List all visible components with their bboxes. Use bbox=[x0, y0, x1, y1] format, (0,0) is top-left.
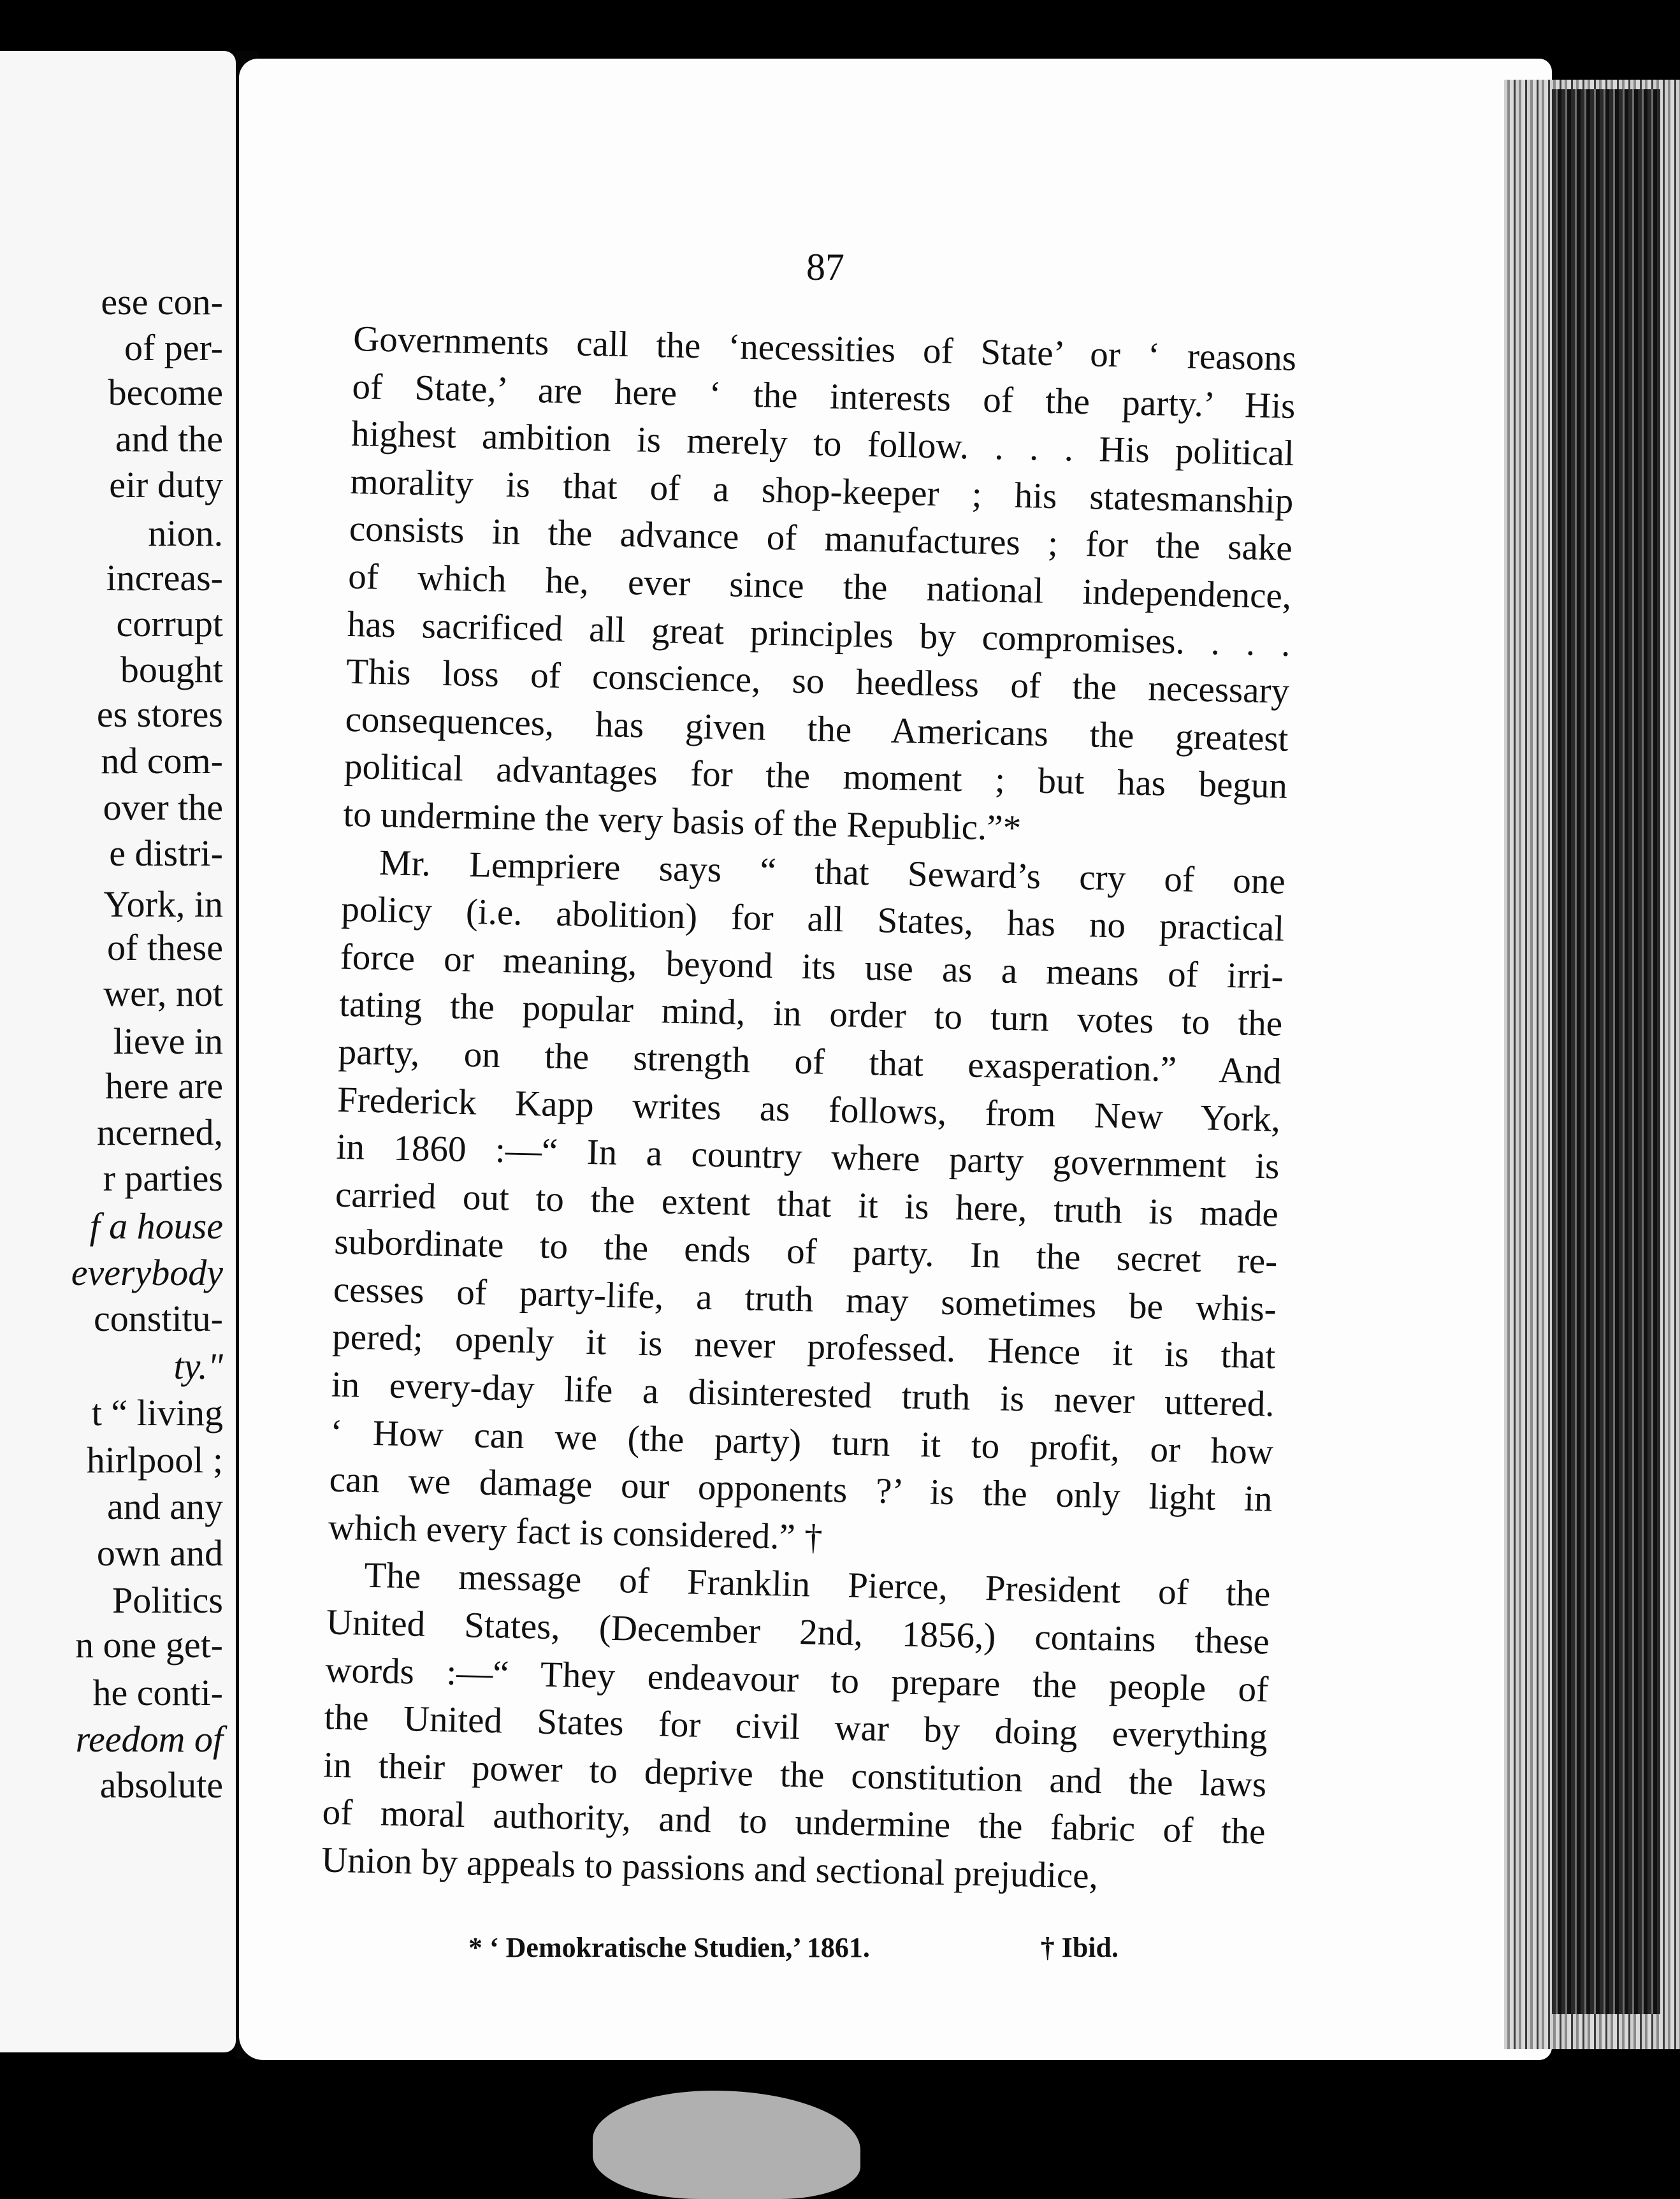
body-line: of State,’ are here ‘ the interests of the party.’ His bbox=[352, 366, 1296, 426]
body-line: consists in the advance of manufactures ; for the sake bbox=[349, 509, 1293, 569]
body-line: of which he, ever since the national independence, bbox=[347, 556, 1292, 616]
body-line: Governments call the ‘necessities of State’ or ‘ reasons bbox=[352, 318, 1297, 379]
left-page-fragment: nd com- bbox=[101, 740, 223, 781]
body-line: The message of Franklin Pierce, President of the bbox=[363, 1555, 1271, 1615]
book-cover-edge bbox=[1552, 89, 1660, 2014]
page-number: 87 bbox=[806, 246, 844, 288]
left-page-fragment: ese con- bbox=[101, 281, 223, 323]
body-line: This loss of conscience, so heedless of the necessary bbox=[345, 651, 1290, 712]
left-page-fragment: York, in bbox=[103, 883, 223, 925]
left-page-fragment: become bbox=[108, 372, 223, 413]
left-page-fragment: t “ living bbox=[91, 1392, 223, 1433]
left-page-fragment: and the bbox=[115, 418, 223, 460]
body-line: United States, (December 2nd, 1856,) contains these bbox=[326, 1602, 1270, 1662]
left-page bbox=[0, 51, 236, 2052]
footnote-demokratische-studien: * ‘ Demokratische Studien,’ 1861. bbox=[468, 1932, 870, 1963]
left-page-fragment: everybody bbox=[71, 1252, 223, 1293]
left-page-fragment: lieve in bbox=[113, 1020, 223, 1062]
body-line: has sacrificed all great principles by compromises. . . . bbox=[347, 604, 1291, 664]
footnotes bbox=[468, 1931, 1119, 1964]
left-page-fragment: r parties bbox=[103, 1158, 223, 1199]
left-page-fragment: of these bbox=[107, 927, 223, 968]
left-page-fragment: n one get- bbox=[75, 1624, 223, 1666]
left-page-fragment: Politics bbox=[112, 1579, 223, 1621]
left-page-fragment: increas- bbox=[106, 557, 223, 599]
body-line: tating the popular mind, in order to turn votes to the bbox=[338, 984, 1283, 1045]
body-line: in their power to deprive the constitution and the laws bbox=[322, 1745, 1267, 1805]
body-line: in every-day life a disinterested truth is never uttered. bbox=[331, 1364, 1275, 1425]
left-page-fragment: wer, not bbox=[103, 973, 223, 1014]
left-page-fragment: constitu- bbox=[94, 1298, 223, 1339]
body-line: which every fact is considered.” † bbox=[328, 1507, 823, 1558]
body-line: policy (i.e. abolition) for all States, has no practical bbox=[340, 889, 1285, 949]
body-line: in 1860 :—“ In a country where party government is bbox=[336, 1126, 1280, 1187]
body-line: morality is that of a shop-keeper ; his statesmanship bbox=[349, 461, 1294, 521]
left-page-fragment: bought bbox=[120, 649, 223, 690]
body-line: cesses of party-life, a truth may sometimes be whis- bbox=[333, 1269, 1277, 1330]
body-line: force or meaning, beyond its use as a means of irri- bbox=[340, 936, 1284, 997]
body-line: party, on the strength of that exasperation.” And bbox=[338, 1031, 1282, 1092]
body-line: to undermine the very basis of the Republic.”* bbox=[342, 794, 1022, 849]
body-line: Union by appeals to passions and sectional prejudice, bbox=[321, 1840, 1099, 1896]
body-line: of moral authority, and to undermine the fabric of the bbox=[322, 1792, 1266, 1852]
body-line: pered; openly it is never professed. Hence it is that bbox=[331, 1317, 1276, 1377]
left-page-fragment: reedom of bbox=[75, 1718, 223, 1760]
left-page-fragment: eir duty bbox=[109, 464, 223, 505]
body-line: the United States for civil war by doing everything bbox=[324, 1697, 1268, 1757]
body-line: can we damage our opponents ?’ is the only light in bbox=[329, 1459, 1273, 1520]
body-line: carried out to the extent that it is here, truth is made bbox=[335, 1174, 1279, 1235]
body-line: words :—“ They endeavour to prepare the people of bbox=[324, 1650, 1269, 1710]
body-line: highest ambition is merely to follow. . . . His political bbox=[351, 414, 1295, 474]
left-page-fragment: own and bbox=[96, 1532, 223, 1574]
body-line: ‘ How can we (the party) turn it to profit, or how bbox=[329, 1412, 1274, 1472]
left-page-fragment: corrupt bbox=[116, 603, 223, 644]
body-line: political advantages for the moment ; but has begun bbox=[344, 746, 1288, 807]
left-page-fragment: he conti- bbox=[92, 1672, 223, 1713]
left-page-fragment: over the bbox=[103, 787, 223, 828]
left-page-fragment: here are bbox=[105, 1065, 223, 1107]
body-text bbox=[321, 316, 1296, 1904]
body-line: Mr. Lempriere says “ that Seward’s cry of one bbox=[379, 842, 1286, 902]
body-line: subordinate to the ends of party. In the secret re- bbox=[333, 1221, 1278, 1282]
body-line: consequences, has given the Americans the greatest bbox=[345, 699, 1289, 759]
left-page-fragment: ty." bbox=[173, 1346, 223, 1387]
left-page-fragment: and any bbox=[107, 1486, 223, 1527]
left-page-fragment: hirlpool ; bbox=[86, 1439, 223, 1481]
left-page-fragment: e distri- bbox=[109, 832, 223, 874]
left-page-fragment: ncerned, bbox=[96, 1112, 223, 1153]
left-page-fragment: absolute bbox=[99, 1764, 223, 1806]
body-line: Frederick Kapp writes as follows, from New York, bbox=[337, 1079, 1281, 1140]
scan-artifact bbox=[593, 2091, 860, 2199]
left-page-fragment: es stores bbox=[96, 693, 223, 735]
left-page-fragment: f a house bbox=[89, 1205, 223, 1247]
left-page-fragment: nion. bbox=[148, 512, 223, 554]
left-page-fragment: of per- bbox=[124, 327, 223, 368]
footnote-ibid: † Ibid. bbox=[1040, 1932, 1119, 1963]
